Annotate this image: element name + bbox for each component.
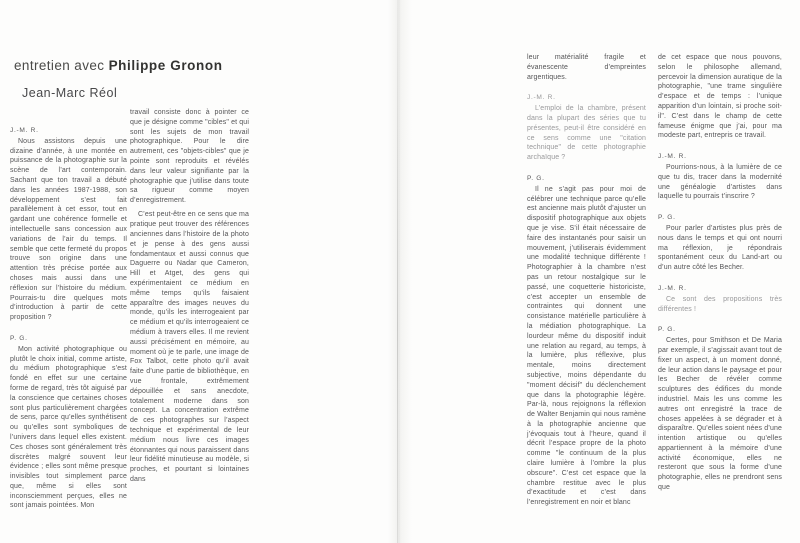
page-title <box>14 58 223 73</box>
text-column-left-2 <box>130 108 249 485</box>
speaker-label: P. G. <box>658 214 676 222</box>
paragraph: Ce sont des propositions très différentes ! <box>658 295 782 313</box>
paragraph: C’est peut-être en ce sens que ma pratique peut trouver des références anciennes dans l’histoire de la photo et je pense à des gens aussi fondamentaux et aussi connus que Daguerre ou Nadar que Cameron, Hill et Atget, des gens qui expérimentaient ce médium en même temps qu’ils faisaient apparaître des images neuves du monde, qu’ils les interrogeaient par ce médium et qu’ils interrogeaient ce médium à travers elles. Il me revient aussi précisément en mémoire, au moment où je te parle, une image de Fox Talbot, cette photo qu’il avait faite d’une partie de bibliothèque, en vue frontale, extrêmement dépouillée et sans anecdote, totalement moderne dans son concept. La concentration extrême de ces photographes sur l’aspect technique et expérimental de leur médium nous livre ces images étonnantes qui nous paraissent dans leur fidélité minutieuse au modèle, si proches, et pourtant si lointaines dans <box>130 211 249 483</box>
paragraph: leur matérialité fragile et évanescente d’empreintes argentiques. <box>527 54 646 81</box>
paragraph: L’emploi de la chambre, présent dans la plupart des séries que tu présentes, peut-il être considéré en ce sens comme une "citation technique" de cette photographie archaïque ? <box>527 105 646 162</box>
paragraph: Certes, pour Smithson et De Maria par exemple, il s’agissait avant tout de fixer un aspect, à un moment donné, de leur action dans le paysage et pour les Becher de révéler comme sculptures des édifices du monde industriel. Mais les uns comme les autres ont enregistré la trace de choses appelées à se dégrader et à disparaître. Qu’elles soient nées d’une intention artistique ou qu’elles appartiennent à la mémoire d’une activité économique, elles ne resteront que sous la forme d’une photographie, elles ne prendront sens que <box>658 337 782 492</box>
page-fold-line <box>397 0 398 543</box>
text-column-right-2 <box>658 53 782 493</box>
paragraph: de cet espace que nous pouvons, selon le philosophe allemand, percevoir la dimension auratique de la photographie, "une trame singulière d’espace et de temps : l’unique apparition d’un lointain, si proche soit-il". C’est dans le champ de cette fameuse énigme que j’ai, pour ma modeste part, entrepris ce travail. <box>658 54 782 140</box>
interviewer-name: Jean-Marc Réol <box>22 86 118 100</box>
artist-name: Philippe Gronon <box>108 58 223 73</box>
paragraph: travail consiste donc à pointer ce que je désigne comme "cibles" et qui sont les sujets de mon travail photographique. Pour le dire autrement, ces "objets-cibles" que je pointe sont reproduits et révélés dans leur valeur signifiante par la photographie que j’utilise dans toute sa rigueur comme moyen d’enregistrement. <box>130 109 249 205</box>
paragraph: Pourrions-nous, à la lumière de ce que tu dis, tracer dans la modernité une généalogie d’artistes dans laquelle tu pourrais t’inscrire ? <box>658 163 782 201</box>
paragraph: Mon activité photographique ou plutôt le choix initial, comme artiste, du médium photographique s’est fondé en effet sur une certaine forme de regard, très tôt aiguisé par la conscience que certaines choses sont plus particulièrement chargées de sens, parce qu’elles synthétisent ou qu’elles sont symboliques de l’univers dans lequel elles existent. Ces choses sont généralement très discrètes malgré souvent leur évidence ; elles sont même presque invisibles tout simplement parce que, même si elles sont inconsciemment perçues, elles ne sont jamais pointées. Mon <box>10 345 127 510</box>
page-title-block <box>14 58 223 100</box>
speaker-label: J.-M. R. <box>10 127 39 134</box>
speaker-label: J.-M. R. <box>658 153 687 161</box>
speaker-label: P. G. <box>527 174 545 182</box>
text-column-right-1 <box>527 53 646 508</box>
paragraph: Pour parler d’artistes plus près de nous dans le temps et qui ont nourri ma réflexion, je répondrais spontanément ceux du Land-art ou d’un autre côté les Becher. <box>658 224 782 272</box>
speaker-label: P. G. <box>658 326 676 334</box>
speaker-label: P. G. <box>10 334 28 342</box>
paragraph: Nous assistons depuis une dizaine d’année, à une montée en puissance de la photographie sur la scène de l’art contemporain. Sachant que ton travail a débuté dans les années 1987-1988, son développement s’est fait parallèlement à cet essor, tout en gardant une cohérence formelle et intellectuelle sans concession aux variations de l’air du temps. Il semble que cette fermeté du propos trouve son origine dans une attention très précise portée aux choses mais aussi dans une réflexion sur l’histoire du médium. Pourrais-tu dire quelques mots d’introduction à partir de cette proposition ? <box>10 137 127 322</box>
title-prefix: entretien avec <box>14 58 109 73</box>
paragraph: Il ne s’agit pas pour moi de célébrer une technique parce qu’elle est ancienne mais plutôt d’ajuster un dispositif photographique aux objets que je vise. S’il était nécessaire de faire des instantanés pour saisir un mouvement, j’utiliserais évidemment une modalité technique différente ! Photographier à la chambre n’est pas un retour nostalgique sur le passé, une coquetterie historiciste, c’est accepter un ensemble de contraintes qui donnent une consistance matérielle particulière à la médiation photographique. La lourdeur même du dispositif induit une relation au regard, au temps, à la lumière, plus réflexive, plus mentale, moins directement subjective, moins dépendante du "moment décisif" du déclenchement que dans la photographie légère. Par-là, nous rejoignons la réflexion de Walter Benjamin qui nous ramène à la photographie ancienne que j’évoquais tout à l’heure, quand il décrit l’espace propre de la photo comme "le continuum de la plus claire lumière à l’ombre la plus obscure". C’est cet espace que la chambre restitue avec le plus d’exactitude et c’est dans l’enregistrement en noir et blanc <box>527 185 646 507</box>
speaker-label: J.-M. R. <box>658 284 687 292</box>
speaker-label: J.-M. R. <box>527 94 556 102</box>
text-column-left-1 <box>10 126 127 511</box>
